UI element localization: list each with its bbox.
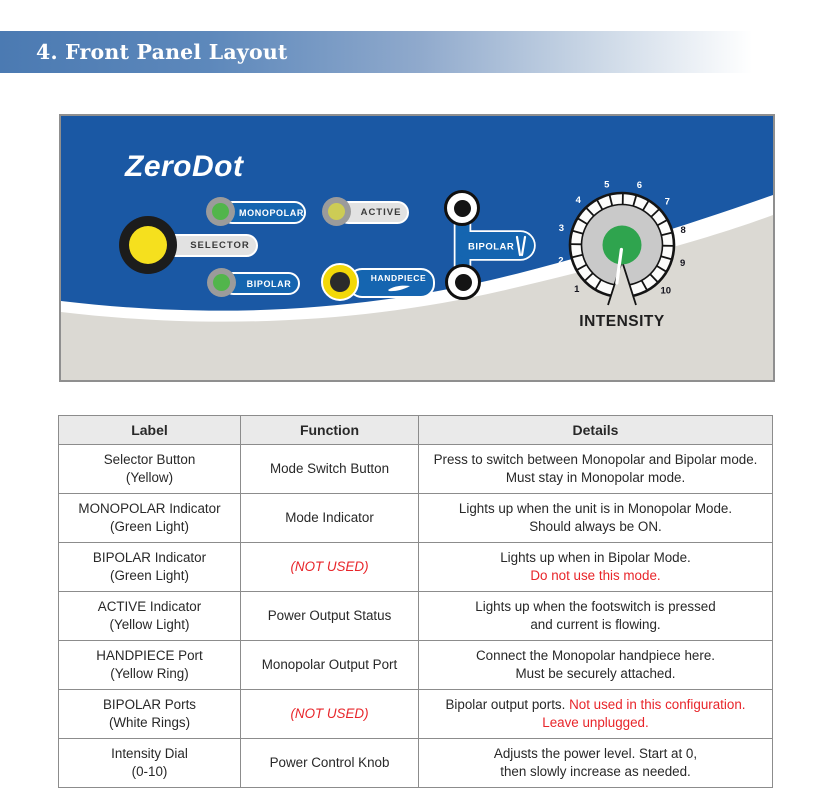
function-cell: (NOT USED)	[241, 690, 419, 739]
table-row	[59, 494, 773, 543]
monopolar-label: MONOPOLAR	[239, 207, 304, 218]
table-row	[59, 641, 773, 690]
section-title: 4. Front Panel Layout	[36, 40, 288, 64]
col-header-function: Function	[241, 416, 419, 445]
front-panel-illustration	[59, 114, 775, 382]
bipolar-port-bottom	[445, 264, 481, 300]
label-cell: ACTIVE Indicator (Yellow Light)	[59, 592, 241, 641]
bipolar-ports-label: BIPOLAR	[468, 241, 515, 253]
details-cell: Bipolar output ports. Not used in this configuration. Leave unplugged.	[419, 690, 773, 739]
table-row	[59, 543, 773, 592]
table-row	[59, 739, 773, 788]
dial-number: 2	[558, 255, 564, 267]
function-cell: Power Output Status	[241, 592, 419, 641]
handpiece-label-pill	[348, 268, 435, 298]
table-row	[59, 445, 773, 494]
active-indicator-light	[322, 197, 351, 226]
details-cell: Press to switch between Monopolar and Bipolar mode. Must stay in Monopolar mode.	[419, 445, 773, 494]
dial-number: 3	[558, 223, 565, 234]
header-row	[59, 416, 773, 445]
section-title-bar	[0, 31, 836, 73]
active-yellow-light	[328, 203, 345, 220]
dial-knob	[603, 226, 642, 265]
function-cell: Mode Indicator	[241, 494, 419, 543]
bipolar-port-bottom-socket	[455, 274, 472, 291]
handpiece-port	[321, 263, 359, 301]
dial-number: 10	[660, 285, 672, 297]
details-cell: Lights up when in Bipolar Mode. Do not use this mode.	[419, 543, 773, 592]
dial-number: 5	[604, 179, 610, 191]
dial-number: 1	[574, 284, 580, 296]
function-cell: Mode Switch Button	[241, 445, 419, 494]
spec-table	[58, 415, 773, 788]
details-cell: Connect the Monopolar handpiece here. Must be securely attached.	[419, 641, 773, 690]
bipolar-port-top-socket	[454, 200, 471, 217]
active-label: ACTIVE	[360, 207, 402, 218]
label-cell: HANDPIECE Port (Yellow Ring)	[59, 641, 241, 690]
dial-number: 6	[636, 179, 643, 191]
selector-button-yellow-core	[129, 226, 167, 264]
label-cell: Intensity Dial (0-10)	[59, 739, 241, 788]
spec-table-head	[59, 416, 773, 445]
label-cell: MONOPOLAR Indicator (Green Light)	[59, 494, 241, 543]
col-header-details: Details	[419, 416, 773, 445]
intensity-label: INTENSITY	[579, 313, 665, 330]
dial-number: 8	[680, 225, 686, 237]
selector-label: SELECTOR	[190, 240, 250, 251]
monopolar-green-light	[212, 203, 229, 220]
bipolar-green-light	[213, 274, 230, 291]
monopolar-indicator-light	[206, 197, 235, 226]
bipolar-label: BIPOLAR	[246, 278, 292, 289]
details-cell: Adjusts the power level. Start at 0, then slowly increase as needed.	[419, 739, 773, 788]
label-cell: BIPOLAR Ports (White Rings)	[59, 690, 241, 739]
handpiece-label: HANDPIECE	[370, 273, 427, 284]
label-cell: Selector Button (Yellow)	[59, 445, 241, 494]
dial-number: 7	[664, 196, 670, 208]
function-cell: Power Control Knob	[241, 739, 419, 788]
dial-number: 9	[679, 257, 686, 269]
details-cell: Lights up when the footswitch is pressed and current is flowing.	[419, 592, 773, 641]
dial-number: 4	[575, 195, 581, 207]
handpiece-port-socket	[330, 272, 350, 292]
handpiece-icon	[386, 284, 412, 292]
function-cell: Monopolar Output Port	[241, 641, 419, 690]
function-cell: (NOT USED)	[241, 543, 419, 592]
details-cell: Lights up when the unit is in Monopolar Mode. Should always be ON.	[419, 494, 773, 543]
table-row	[59, 690, 773, 739]
intensity-dial	[550, 173, 694, 317]
spec-table-body	[59, 445, 773, 788]
selector-button	[119, 216, 177, 274]
bipolar-port-top	[444, 190, 480, 226]
brand-logo: ZeroDot	[125, 150, 244, 183]
bipolar-indicator-light	[207, 268, 236, 297]
col-header-label: Label	[59, 416, 241, 445]
table-row	[59, 592, 773, 641]
label-cell: BIPOLAR Indicator (Green Light)	[59, 543, 241, 592]
